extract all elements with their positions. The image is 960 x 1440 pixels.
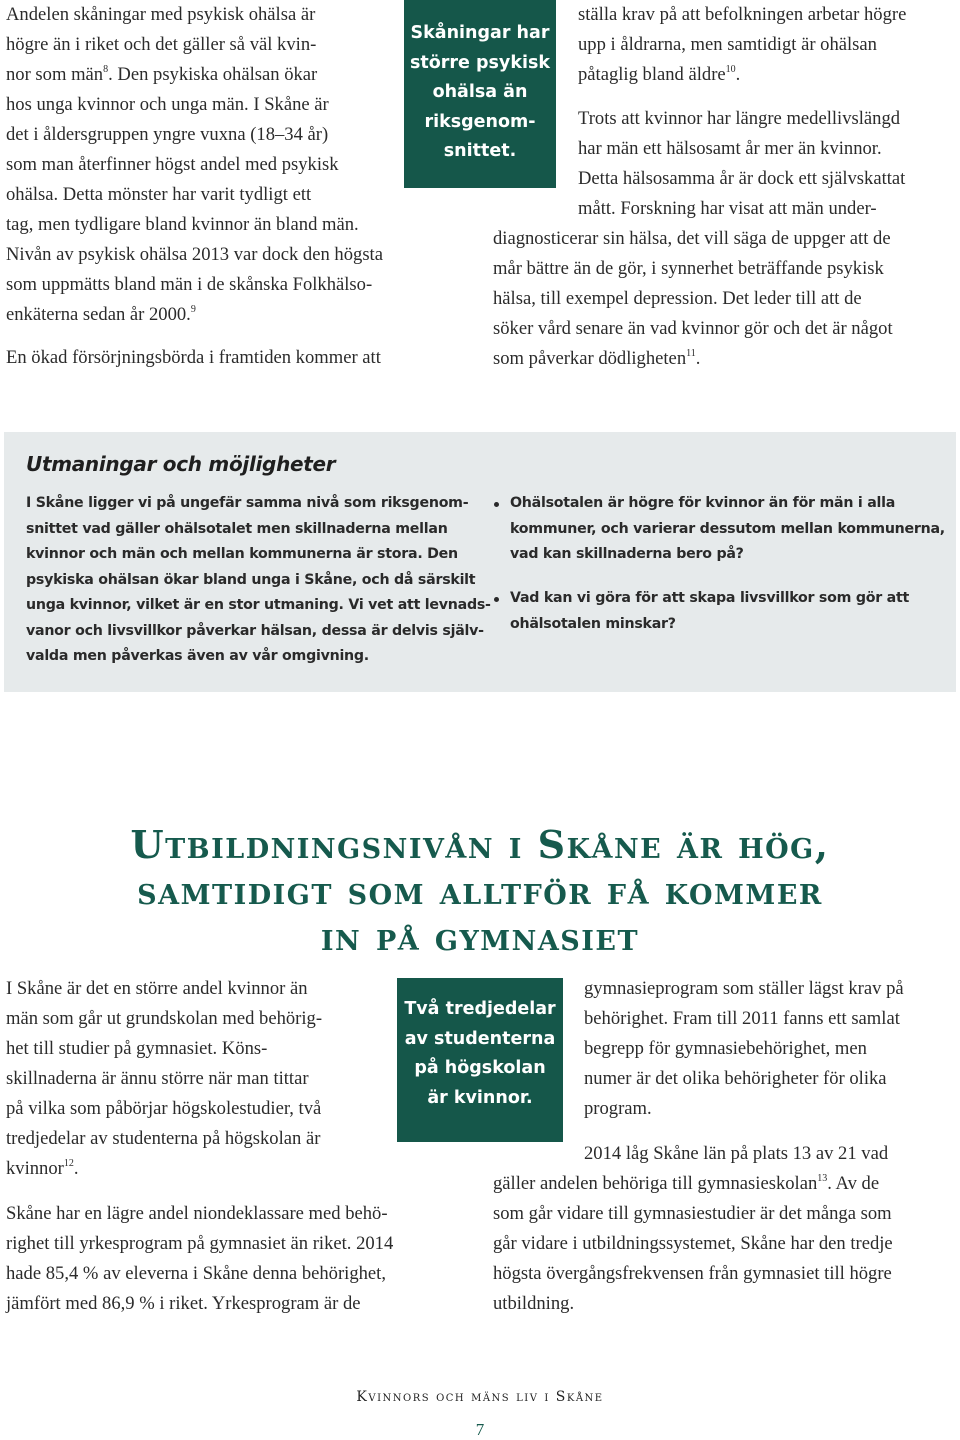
- text-line: numer är det olika behörigheter för olika: [584, 1068, 887, 1089]
- text-line: Detta hälsosamma år är dock ett självskattat: [578, 168, 906, 189]
- pull-quote: [397, 978, 563, 1142]
- text-line: har män ett hälsosamt år mer än kvinnor.: [578, 138, 882, 159]
- text-line: hälsa, till exempel depression. Det leder till att de: [493, 288, 862, 309]
- text-line: jämfört med 86,9 % i riket. Yrkesprogram är de: [6, 1293, 361, 1314]
- text-line: som påverkar dödligheten$^{11}$.: [493, 347, 701, 369]
- footnote-ref: 8: [103, 63, 109, 75]
- pull-quote-line: Två tredjedelar: [404, 999, 556, 1019]
- pull-quote-line: ohälsa än: [432, 82, 528, 102]
- footnote-ref: 12: [63, 1157, 74, 1169]
- pull-quote-line: riksgenom-: [424, 111, 536, 132]
- footnote-ref: 13: [817, 1172, 828, 1184]
- text-line: 2014 låg Skåne län på plats 13 av 21 vad: [584, 1143, 889, 1164]
- text-line: på vilka som påbörjar högskolestudier, två: [6, 1098, 322, 1119]
- right-paragraph-2: [578, 104, 958, 224]
- pull-quote-line: Skåningar har: [410, 23, 550, 43]
- text-line: hos unga kvinnor och unga män. I Skåne är: [6, 94, 329, 115]
- footnote-ref: 9: [190, 303, 196, 315]
- box-title: Utmaningar och möjligheter: [26, 452, 336, 476]
- footnote-ref: 10: [725, 63, 736, 75]
- text-line: ställa krav på att befolkningen arbetar högre: [578, 4, 907, 25]
- text-line: enkäterna sedan år 2000.$^9$: [6, 303, 196, 325]
- text-line: hade 85,4 % av eleverna i Skåne denna behörighet,: [6, 1263, 386, 1284]
- footnote-ref: 11: [686, 347, 696, 359]
- pull-quote: [404, 0, 556, 188]
- text-line: I Skåne ligger vi på ungefär samma nivå som riksgenom-: [26, 495, 469, 511]
- heading-line: in på gymnasiet: [320, 914, 640, 959]
- text-line: upp i åldrarna, men samtidigt är ohälsan: [578, 34, 877, 55]
- text-line: vad kan skillnaderna bero på?: [510, 546, 744, 562]
- text-line: som uppmätts bland män i de skånska Folkhälso-: [6, 274, 373, 295]
- bullet-icon: [494, 502, 499, 507]
- text-line: mått. Forskning har visat att män under-: [578, 198, 877, 219]
- text-line: skillnaderna är ännu större när man tittar: [6, 1068, 309, 1089]
- text-line: män som går ut grundskolan med behörig-: [6, 1008, 323, 1029]
- text-line: nor som män$^8$. Den psykiska ohälsan ökar: [6, 63, 318, 85]
- text-line: tag, men tydligare bland kvinnor än bland män.: [6, 214, 359, 235]
- paragraph-second: En ökad försörjningsbörda i framtiden kommer att: [6, 347, 381, 368]
- education-paragraph-1: [6, 974, 406, 1184]
- text-line: ohälsotalen minskar?: [510, 615, 676, 632]
- text-line: som går vidare till gymnasiestudier är det många som: [493, 1203, 892, 1224]
- page-number: 7: [475, 1420, 485, 1439]
- text-line: unga kvinnor, vilket är en stor utmaning. Vi vet att levnads-: [26, 597, 491, 613]
- text-line: går vidare i utbildningssystemet, Skåne har den tredje: [493, 1233, 893, 1254]
- text-line: mår bättre än de gör, i synnerhet beträffande psykisk: [493, 258, 884, 279]
- education-paragraph-4: [493, 1169, 958, 1319]
- text-line: kvinnor och män och mellan kommunerna är stora. Den: [26, 546, 458, 562]
- text-line: vanor och livsvillkor påverkar hälsan, dessa är delvis själv-: [26, 622, 484, 639]
- text-line: söker vård senare än vad kvinnor gör och det är något: [493, 318, 893, 339]
- text-line: Trots att kvinnor har längre medellivslängd: [578, 108, 901, 129]
- pull-quote-line: av studenterna: [404, 1028, 556, 1049]
- text-line: psykiska ohälsan ökar bland unga i Skåne, och då särskilt: [26, 571, 476, 588]
- text-line: högsta övergångsfrekvensen från gymnasiet till högre: [493, 1263, 892, 1284]
- pull-quote-line: snittet.: [443, 141, 517, 161]
- text-line: Andelen skåningar med psykisk ohälsa är: [6, 4, 316, 25]
- text-line: I Skåne är det en större andel kvinnor än: [6, 978, 308, 999]
- text-line: Vad kan vi göra för att skapa livsvillkor som gör att: [510, 590, 910, 606]
- text-line: diagnosticerar sin hälsa, det vill säga de uppger att de: [493, 228, 891, 249]
- section-heading: [0, 822, 960, 960]
- right-paragraph-2-wide: [493, 224, 958, 374]
- text-line: tredjedelar av studenterna på högskolan är: [6, 1128, 321, 1149]
- pull-quote-line: större psykisk: [409, 52, 551, 73]
- text-line: högre än i riket och det gäller så väl kvin-: [6, 34, 317, 55]
- heading-line: Utbildningsnivån i Skåne är hög,: [130, 822, 830, 867]
- right-paragraph-1: [578, 0, 958, 90]
- pull-quote-line: på högskolan: [414, 1058, 546, 1078]
- bullet-item: [510, 491, 950, 568]
- bullet-icon: [494, 597, 499, 602]
- heading-line: samtidigt som alltför få kommer: [137, 868, 823, 913]
- text-line: righet till yrkesprogram på gymnasiet än riket. 2014: [6, 1233, 394, 1254]
- text-line: gymnasieprogram som ställer lägst krav på: [584, 978, 904, 999]
- box-text: [26, 491, 491, 670]
- text-line: som man återfinner högst andel med psykisk: [6, 154, 339, 175]
- bullet-item: [510, 586, 950, 637]
- text-line: påtaglig bland äldre$^{10}$.: [578, 63, 741, 85]
- text-line: valda men påverkas även av vår omgivning.: [26, 648, 369, 664]
- intro-paragraph: [6, 0, 446, 330]
- text-line: behörighet. Fram till 2011 fanns ett samlat: [584, 1008, 900, 1029]
- text-line: gäller andelen behöriga till gymnasieskolan$^{13}$. Av de: [493, 1172, 880, 1194]
- education-paragraph-2: [6, 1199, 476, 1319]
- text-line: det i åldersgruppen yngre vuxna (18–34 år): [6, 124, 329, 145]
- text-line: het till studier på gymnasiet. Köns-: [6, 1038, 268, 1059]
- education-paragraph-3: [584, 974, 956, 1124]
- text-line: ohälsa. Detta mönster har varit tydligt ett: [6, 184, 312, 205]
- text-line: begrepp för gymnasiebehörighet, men: [584, 1038, 867, 1059]
- text-line: Skåne har en lägre andel niondeklassare med behö-: [6, 1203, 388, 1224]
- text-line: Ohälsotalen är högre för kvinnor än för män i alla: [510, 495, 896, 511]
- text-line: kvinnor$^{12}$.: [6, 1157, 79, 1179]
- running-footer: Kvinnors och mäns liv i Skåne: [356, 1389, 604, 1405]
- text-line: Nivån av psykisk ohälsa 2013 var dock den högsta: [6, 244, 383, 265]
- pull-quote-line: är kvinnor.: [427, 1087, 533, 1108]
- text-line: kommuner, och varierar dessutom mellan kommunerna,: [510, 520, 945, 537]
- text-line: snittet vad gäller ohälsotalet men skillnaderna mellan: [26, 520, 448, 537]
- text-line: utbildning.: [493, 1293, 575, 1314]
- text-line: program.: [584, 1098, 652, 1119]
